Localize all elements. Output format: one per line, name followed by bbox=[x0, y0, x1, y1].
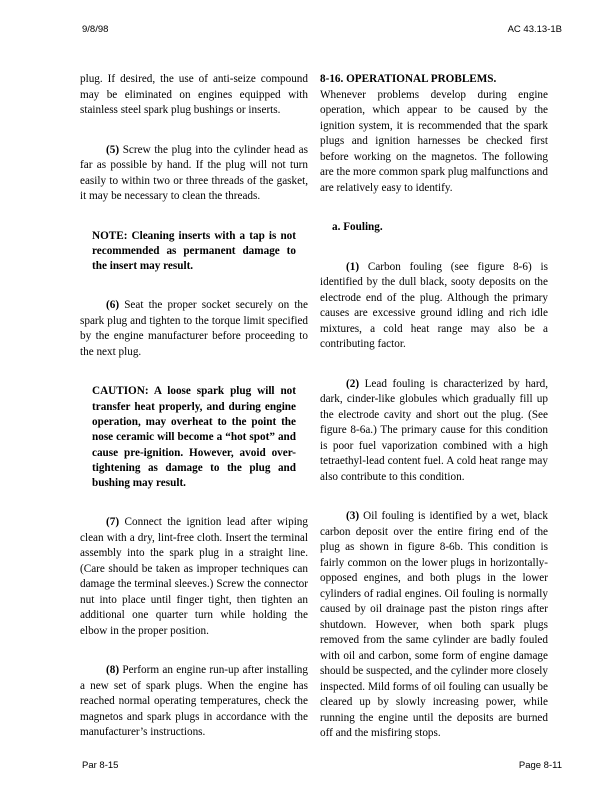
footer-page-number: Page 8-11 bbox=[518, 760, 562, 771]
paragraph-plug-continued: plug. If desired, the use of anti-seize compound may be eliminated on engines equipped with stainless steel spark plug bushings or inserts. bbox=[80, 73, 308, 116]
step-6-text: Seat the proper socket securely on the spark plug and tighten to the torque limit specified by the engine manufacturer before proceeding to the next plug. bbox=[80, 299, 308, 358]
step-8 bbox=[80, 663, 308, 741]
step-5 bbox=[80, 143, 308, 205]
footer-paragraph: Par 8-15 bbox=[82, 760, 119, 771]
item-1-text: Carbon fouling (see figure 8-6) is identified by the dull black, sooty deposits on the electrode end of the plug. Although the primary causes are excessive ground idling and rich idle mixtures, a cold heat range may also be a contributing factor. bbox=[320, 260, 548, 350]
step-7-number: (7) bbox=[106, 516, 120, 529]
note-block: NOTE: Cleaning inserts with a tap is not recommended as permanent damage to the insert may result. bbox=[92, 229, 296, 273]
caution-block: CAUTION: A loose spark plug will not transfer heat properly, and during engine operation, may overheat to the point the nose ceramic will become a “hot spot” and cause pre-ignition. However, avoid over-tightening as damage to the plug and bushing may result. bbox=[92, 385, 296, 490]
right-column bbox=[320, 72, 548, 742]
subsection-title: a. Fouling. bbox=[332, 221, 383, 233]
step-6-number: (6) bbox=[106, 299, 120, 312]
step-7-text: Connect the ignition lead after wiping clean with a dry, lint-free cloth. Insert the terminal assembly into the spark plug in a straight line. (Care should be taken as improper techniques can damage the terminal sleeves.) Screw the connector nut into place until finger tight, then tighten an additional one quarter turn while holding the elbow in the proper position. bbox=[80, 516, 308, 637]
item-2-number: (2) bbox=[346, 377, 360, 390]
header-doc-id: AC 43.13-1B bbox=[507, 24, 562, 35]
section-intro: Whenever problems develop during engine operation, which appear to be caused by the ignition system, it is recommended that the spark plugs and ignition harnesses be checked first before working on the magnetos. The following are the more common spark plug malfunctions and are relatively easy to identify. bbox=[320, 88, 548, 194]
step-8-number: (8) bbox=[106, 664, 120, 677]
step-5-number: (5) bbox=[106, 143, 120, 156]
item-3-text: Oil fouling is identified by a wet, black carbon deposit over the entire firing end of the plug as shown in figure 8-6b. This condition is fairly common on the lower plugs in horizontally-opposed engines, and both plugs in the lower cylinders of radial engines. Oil fouling is normally caused by oil drainage past the piston rings after shutdown. However, when both spark plugs removed from the same cylinder are badly fouled with oil and carbon, some form of engine damage should be suspected, and the cylinder more closely inspected. Mild forms of oil fouling can usually be cleared up by slowly increasing power, while running the engine until the deposits are burned off and the misfiring stops. bbox=[320, 510, 548, 739]
header-date: 9/8/98 bbox=[82, 24, 109, 35]
item-1-number: (1) bbox=[346, 260, 360, 273]
step-7 bbox=[80, 515, 308, 639]
item-2-text: Lead fouling is characterized by hard, dark, cinder-like globules which gradually fill up the electrode cavity and short out the plug. (See figure 8-6a.) The primary cause for this condition is poor fuel vaporization combined with a high tetraethyl-lead content fuel. A cold heat range may also contribute to this condition. bbox=[320, 377, 548, 483]
step-6 bbox=[80, 298, 308, 360]
item-2 bbox=[320, 377, 548, 486]
item-1 bbox=[320, 260, 548, 353]
step-8-text: Perform an engine run-up after installing a new set of spark plugs. When the engine has reached normal operating temperatures, check the magnetos and spark plugs in accordance with the manufacturer’s instructions. bbox=[80, 664, 308, 739]
left-column bbox=[80, 72, 308, 741]
section-title: 8-16. OPERATIONAL PROBLEMS. bbox=[320, 73, 497, 85]
step-5-text: Screw the plug into the cylinder head as far as possible by hand. If the plug will not turn easily to within two or three threads of the gasket, it may be necessary to clean the threads. bbox=[80, 143, 308, 202]
item-3 bbox=[320, 509, 548, 742]
item-3-number: (3) bbox=[346, 510, 360, 522]
